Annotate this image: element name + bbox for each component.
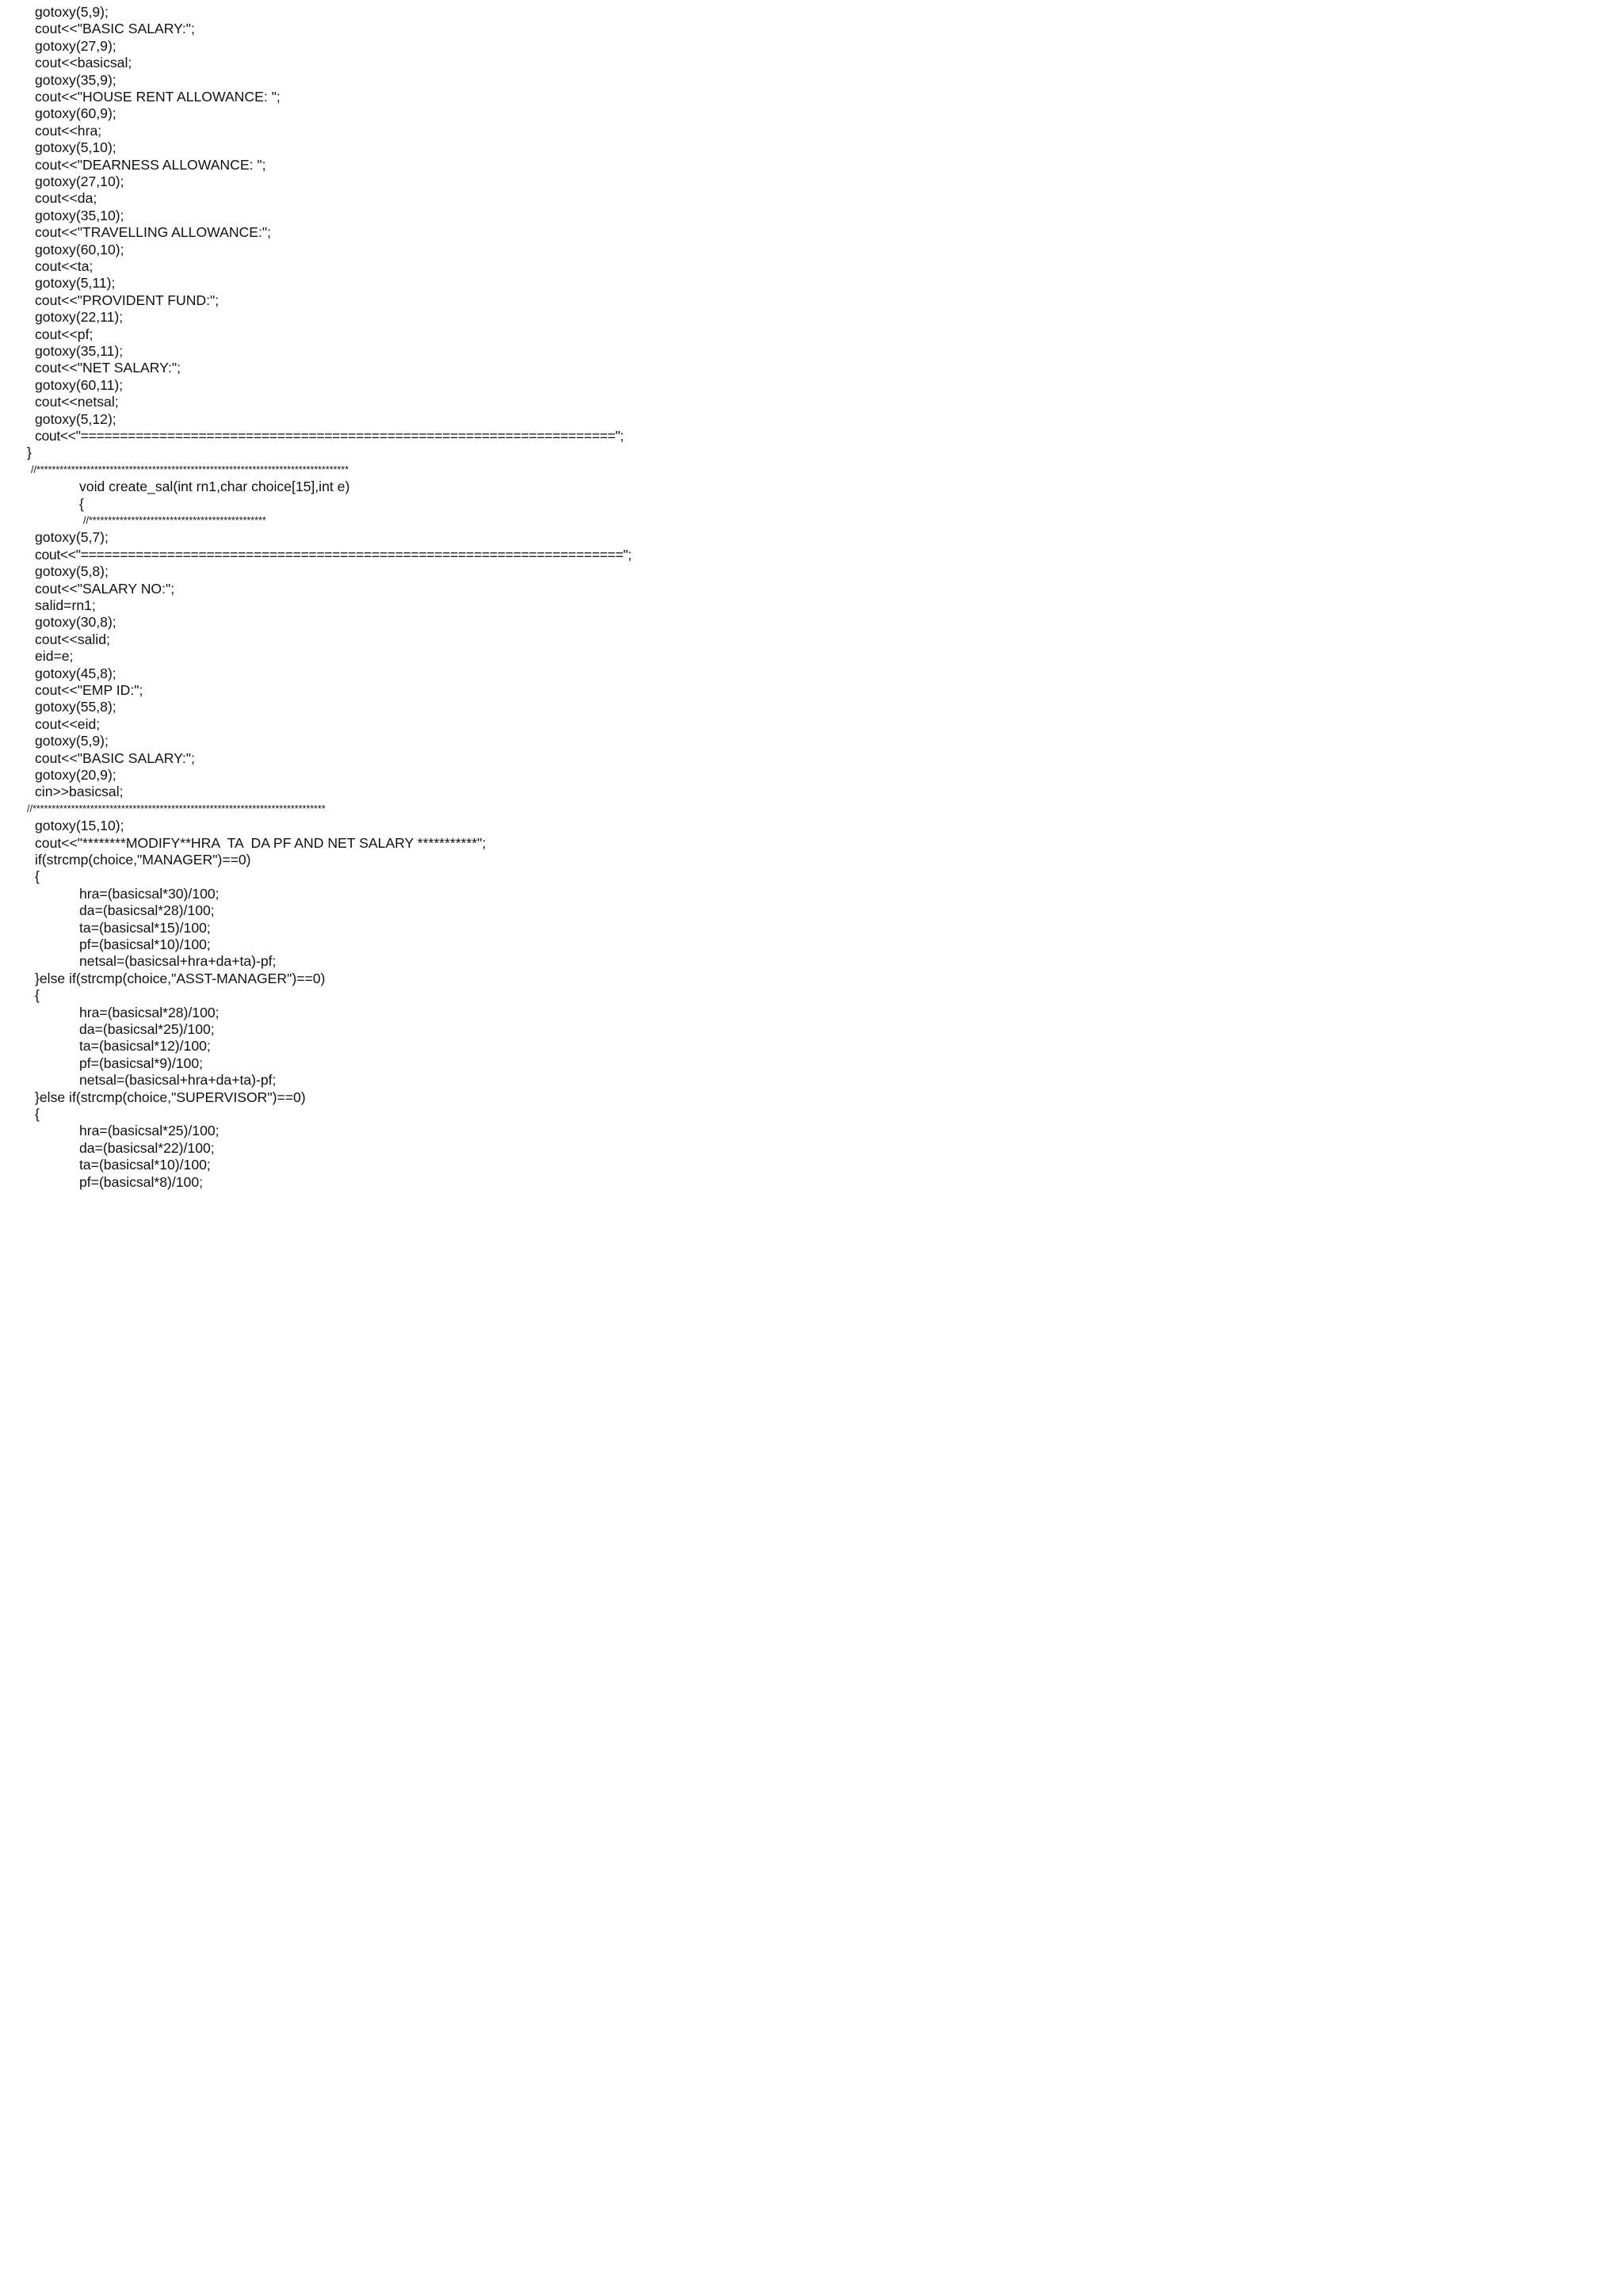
code-line: cout<<"===================================================================="; [35,428,624,444]
code-line: cout<<"HOUSE RENT ALLOWANCE: "; [35,89,281,105]
code-line: cout<<netsal; [35,394,119,410]
code-line: gotoxy(5,8); [35,563,109,580]
comment-line: //**************************************************************************** [27,803,326,814]
code-line: ta=(basicsal*15)/100; [79,919,211,936]
code-line: gotoxy(45,8); [35,665,116,681]
code-line: cout<<"BASIC SALARY:"; [35,749,195,766]
code-line: cin>>basicsal; [35,784,124,800]
code-line: ta=(basicsal*12)/100; [79,1038,211,1055]
code-line: void create_sal(int rn1,char choice[15],int e) [79,479,350,495]
code-line: da=(basicsal*25)/100; [79,1021,215,1037]
code-line: da=(basicsal*28)/100; [79,902,215,919]
code-line: { [79,495,84,512]
code-line: pf=(basicsal*9)/100; [79,1055,203,1071]
code-line: gotoxy(27,9); [35,37,116,54]
code-line: cout<<basicsal; [35,55,132,71]
comment-line: //********************************************** [83,515,266,526]
code-line: gotoxy(60,10); [35,241,124,257]
code-line: salid=rn1; [35,597,96,613]
document-page [0,0,872,1232]
code-line: gotoxy(15,10); [35,818,124,834]
code-line: gotoxy(30,8); [35,614,116,631]
code-line: gotoxy(35,11); [35,343,124,359]
code-line: cout<<salid; [35,631,110,647]
code-line: gotoxy(5,9); [35,4,109,20]
code-line: { [35,1106,40,1122]
code-line: gotoxy(22,11); [35,309,124,326]
code-line: cout<<eid; [35,715,101,732]
code-line: cout<<"TRAVELLING ALLOWANCE:"; [35,224,272,241]
code-line: cout<<"SALARY NO:"; [35,580,175,597]
code-line: cout<<pf; [35,326,94,342]
comment-line: //********************************************************************************* [31,463,349,475]
code-line: cout<<hra; [35,122,102,139]
code-line: gotoxy(35,10); [35,207,124,223]
code-line: gotoxy(60,9); [35,105,116,122]
code-line: cout<<"EMP ID:"; [35,682,143,698]
code-line: hra=(basicsal*28)/100; [79,1004,220,1020]
code-line: gotoxy(5,7); [35,529,109,546]
code-line: gotoxy(20,9); [35,767,116,783]
code-line: cout<<da; [35,190,97,207]
code-line: pf=(basicsal*10)/100; [79,936,211,952]
code-line: cout<<"BASIC SALARY:"; [35,21,195,37]
code-line: hra=(basicsal*25)/100; [79,1123,220,1139]
code-line: gotoxy(5,9); [35,733,109,749]
code-line: cout<<ta; [35,258,94,274]
code-line: cout<<"DEARNESS ALLOWANCE: "; [35,156,266,173]
code-line: cout<<"PROVIDENT FUND:"; [35,292,220,308]
code-line: gotoxy(5,11); [35,275,116,292]
code-line: gotoxy(55,8); [35,699,116,715]
code-line: netsal=(basicsal+hra+da+ta)-pf; [79,1072,277,1089]
code-line: if(strcmp(choice,"MANAGER")==0) [35,852,251,868]
code-line: gotoxy(60,11); [35,376,124,393]
code-line: cout<<"====================================================================="; [35,546,632,563]
code-line: cout<<"********MODIFY**HRA TA DA PF AND NET SALARY ***********"; [35,834,487,851]
code-line: eid=e; [35,648,74,665]
code-line: gotoxy(27,10); [35,174,124,189]
code-line: gotoxy(35,9); [35,71,116,88]
code-line: }else if(strcmp(choice,"SUPERVISOR")==0) [35,1089,306,1105]
code-line: { [35,868,40,885]
code-line: ta=(basicsal*10)/100; [79,1157,211,1173]
code-line: } [27,444,32,461]
code-line: da=(basicsal*22)/100; [79,1139,215,1156]
code-line: }else if(strcmp(choice,"ASST-MANAGER")==0) [35,970,326,986]
code-line: hra=(basicsal*30)/100; [79,885,220,902]
code-line: gotoxy(5,10); [35,139,116,156]
code-line: cout<<"NET SALARY:"; [35,360,181,376]
code-line: netsal=(basicsal+hra+da+ta)-pf; [79,953,277,970]
code-line: pf=(basicsal*8)/100; [79,1173,203,1190]
code-line: { [35,987,40,1004]
code-line: gotoxy(5,12); [35,410,116,427]
